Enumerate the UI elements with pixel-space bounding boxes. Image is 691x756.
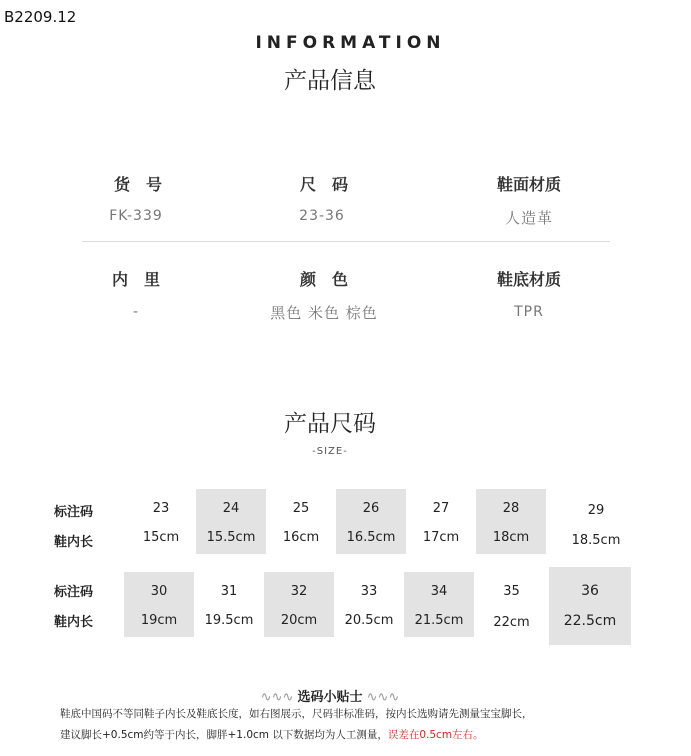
size-value: 24 [222,501,240,516]
tips-line-2-text: 建议脚长+0.5cm约等于内长，脚胖+1.0cm 以下数据均为人工测量， [60,729,388,741]
info-title-en: INFORMATION [255,33,446,53]
row1-label-size: 标注码 [54,505,94,520]
size-value: 34 [430,584,448,599]
length-value: 19cm [140,613,178,628]
row1-label-length: 鞋内长 [54,535,94,550]
size-cell [266,489,336,554]
size-cell [194,572,264,637]
size-cell [124,572,194,637]
size-value: 36 [581,583,599,599]
size-cell [196,489,266,554]
length-value: 19.5cm [204,613,254,628]
spec-value-sole-material: TPR [514,304,544,320]
size-value: 25 [292,501,310,516]
size-value: 23 [152,501,170,516]
length-value: 22cm [493,615,530,630]
spec-label-upper-material: 鞋面材质 [496,175,561,194]
length-value: 18cm [492,530,530,545]
size-section-subtitle: -SIZE- [312,446,348,457]
size-cell [556,489,636,554]
info-title-cn: 产品信息 [284,68,376,94]
length-value: 20.5cm [344,613,394,628]
product-code: B2209.12 [4,8,77,26]
wave-left-icon: ∿∿∿ [260,690,298,705]
spec-label-lining: 内 里 [111,270,160,289]
length-value: 16.5cm [346,530,396,545]
length-value: 15.5cm [206,530,256,545]
size-cell [406,489,476,554]
length-value: 21.5cm [414,613,464,628]
tips-line-2 [60,727,680,742]
length-value: 17cm [422,530,460,545]
spec-value-lining: - [132,304,140,320]
spec-label-sole-material: 鞋底材质 [496,270,561,289]
size-cell [476,489,546,554]
spec-value-item-no: FK-339 [109,208,163,224]
length-value: 15cm [142,530,180,545]
size-value: 30 [150,584,168,599]
size-section-title: 产品尺码 [284,411,376,437]
tips-line-1: 鞋底中国码不等同鞋子内长及鞋底长度，如右图展示，尺码非标准码，按内长选购请先测量宝宝脚长， [60,708,533,720]
size-cell [334,572,404,637]
tips-title-text: 选码小贴士 [297,690,363,705]
spec-label-color: 颜 色 [299,270,348,289]
size-value: 29 [587,503,605,518]
size-value: 31 [220,584,238,599]
spec-divider [82,241,610,242]
size-cell [264,572,334,637]
wave-right-icon: ∿∿∿ [362,690,400,705]
row2-label-size: 标注码 [54,585,94,600]
row2-label-length: 鞋内长 [54,615,94,630]
spec-value-color: 黑色 米色 棕色 [270,304,378,322]
size-value: 32 [290,584,308,599]
size-cell [126,489,196,554]
length-value: 20cm [280,613,318,628]
size-cell [549,567,631,645]
tips-line-2-warning: 误差在0.5cm左右。 [387,729,484,741]
size-cell [404,572,474,637]
length-value: 18.5cm [571,533,621,548]
spec-value-upper-material: 人造革 [504,209,553,227]
size-cell [474,572,549,637]
spec-label-item-no: 货 号 [113,175,162,194]
size-value: 27 [432,501,450,516]
size-value: 35 [503,584,520,599]
size-cell [336,489,406,554]
size-value: 28 [502,501,520,516]
tips-title [0,686,660,705]
length-value: 22.5cm [563,613,617,629]
length-value: 16cm [282,530,320,545]
spec-label-size: 尺 码 [299,175,348,194]
size-value: 33 [360,584,378,599]
size-value: 26 [362,501,380,516]
spec-value-size: 23-36 [299,208,345,224]
